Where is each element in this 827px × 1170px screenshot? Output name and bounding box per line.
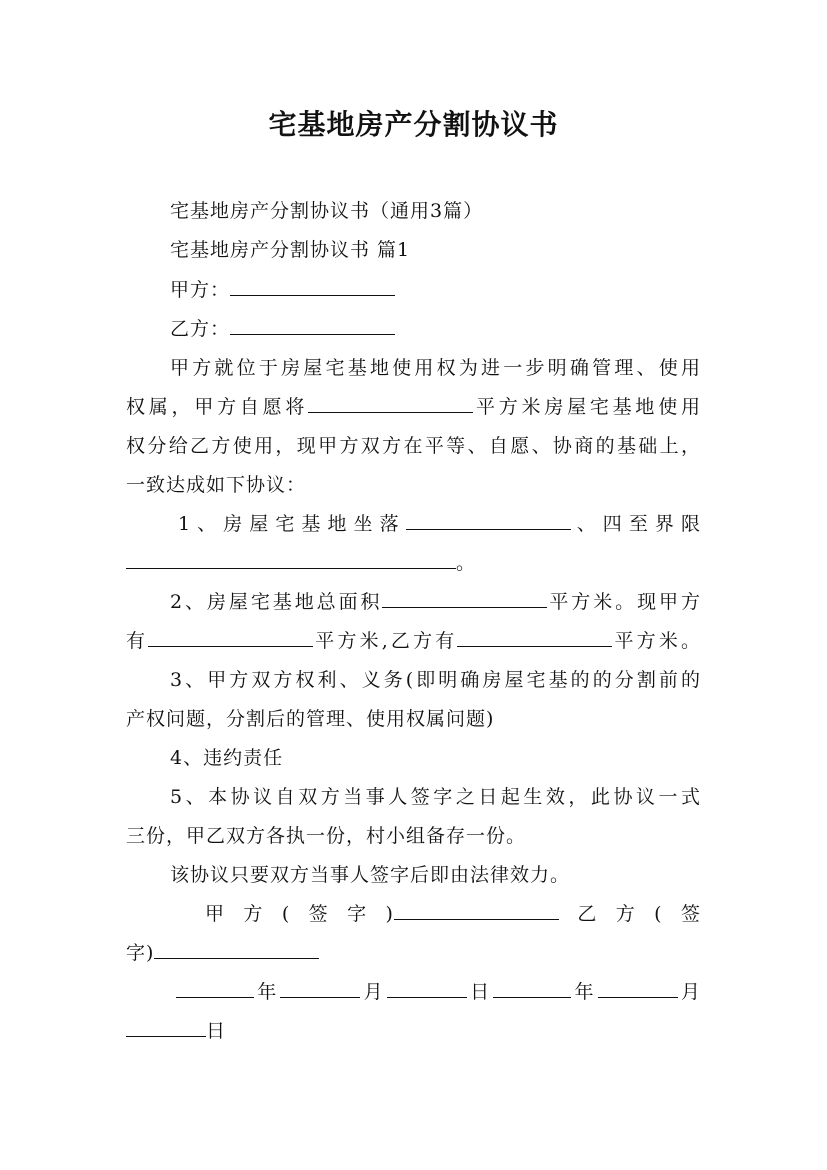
subtitle: 宅基地房产分割协议书（通用3篇） — [170, 200, 484, 222]
year-blank — [176, 978, 254, 998]
signature-line2 — [126, 934, 701, 972]
document-title: 宅基地房产分割协议书 — [268, 108, 559, 141]
party-a-blank — [230, 276, 395, 296]
party-b-blank — [230, 315, 395, 335]
party-b-sign-blank — [154, 939, 319, 959]
total-area-blank — [382, 588, 547, 608]
para1-line3: 权分给乙方使用，现甲方双方在平等、自愿、协商的基础上， — [126, 435, 701, 457]
location-blank — [406, 510, 571, 530]
para1-line1: 甲方就位于房屋宅基地使用权为进一步明确管理、使用 — [170, 357, 701, 379]
year-label: 年 — [254, 981, 281, 1003]
section-heading: 宅基地房产分割协议书 篇1 — [170, 239, 411, 261]
para1-line2 — [126, 388, 701, 426]
party-a-line — [170, 271, 701, 309]
party-a-sign-blank — [394, 900, 559, 920]
item5-line1: 5、本协议自双方当事人签字之日起生效，此协议一式 — [170, 786, 701, 808]
item1-line1 — [178, 505, 701, 543]
month-label: 月 — [360, 981, 387, 1003]
party-a-sign-label: 甲方(签字) — [205, 903, 394, 925]
item1-line2 — [126, 544, 701, 582]
party-b-sign-label: 乙方(签 — [558, 903, 702, 925]
item1-end: 。 — [456, 552, 477, 574]
legal-note: 该协议只要双方当事人签字后即由法律效力。 — [170, 864, 571, 886]
party-b-label: 乙方： — [170, 318, 231, 340]
item2-text: 平方米,乙方有 — [313, 630, 458, 652]
boundary-blank — [126, 549, 456, 569]
day-label: 日 — [466, 981, 494, 1003]
item4: 4、违约责任 — [170, 747, 284, 769]
para1-text: 平方米房屋宅基地使用 — [473, 396, 701, 418]
year-blank-b — [493, 978, 571, 998]
month-blank — [280, 978, 360, 998]
item2-text: 2、房屋宅基地总面积 — [170, 591, 383, 613]
day-label-b: 日 — [206, 1020, 227, 1042]
year-label-b: 年 — [571, 981, 598, 1003]
party-b-area-blank — [457, 627, 612, 647]
party-b-line — [170, 310, 701, 348]
item2-line2 — [126, 622, 701, 660]
party-a-label: 甲方： — [170, 279, 231, 301]
item5-line2: 三份，甲乙双方各执一份，村小组备存一份。 — [126, 825, 527, 847]
date-line2 — [126, 1012, 701, 1050]
party-b-sign-label-end: 字) — [126, 942, 155, 964]
party-a-area-blank — [148, 627, 313, 647]
item1-text: 、四至界限 — [570, 513, 701, 535]
area-blank — [308, 393, 473, 413]
para1-line4: 一致达成如下协议： — [126, 474, 307, 496]
day-blank — [387, 978, 467, 998]
day-blank-b — [126, 1017, 206, 1037]
item2-text: 平方米。 — [612, 630, 701, 652]
item3-line2: 产权问题，分割后的管理、使用权属问题) — [126, 708, 495, 730]
para1-text: 权属，甲方自愿将 — [126, 396, 309, 418]
item3-line1: 3、甲方双方权利、义务(即明确房屋宅基的的分割前的 — [170, 669, 701, 691]
item1-text: 1、房屋宅基地坐落 — [178, 513, 406, 535]
item2-text: 平方米。现甲方 — [547, 591, 701, 613]
item2-line1 — [170, 583, 701, 621]
month-label-b: 月 — [677, 981, 701, 1003]
date-line1 — [176, 973, 701, 1011]
item2-text: 有 — [126, 630, 149, 652]
month-blank-b — [598, 978, 678, 998]
signature-line1 — [205, 895, 701, 933]
